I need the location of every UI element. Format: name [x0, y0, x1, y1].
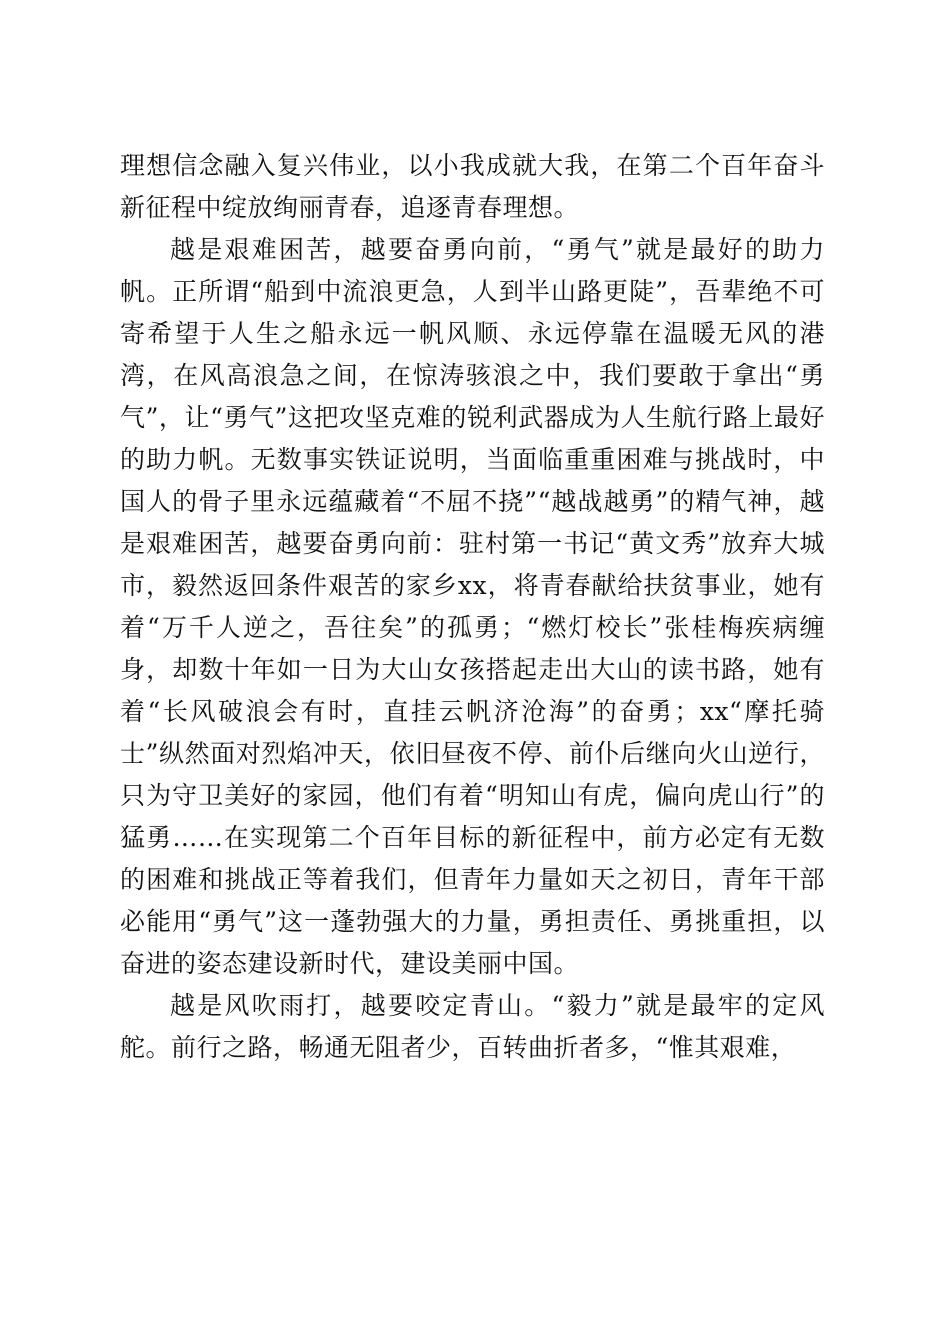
document-page: [120, 145, 825, 1069]
paragraph-perseverance: 越是风吹雨打，越要咬定青山。“毅力”就是最牢的定风舵。前行之路，畅通无阻者少，百转曲折者多，“惟其艰难，: [120, 991, 825, 1062]
paragraph-courage: 越是艰难困苦，越要奋勇向前，“勇气”就是最好的助力帆。正所谓“船到中流浪更急，人到半山路更陡”，吾辈绝不可寄希望于人生之船永远一帆风顺、永远停靠在温暖无风的港湾，在风高浪急之间，在惊涛骇浪之中，我们要敢于拿出“勇气”，让“勇气”这把攻坚克难的锐利武器成为人生航行路上最好的助力帆。无数事实铁证说明，当面临重重困难与挑战时，中国人的骨子里永远蕴藏着“不屈不挠”“越战越勇”的精气神，越是艰难困苦，越要奋勇向前：驻村第一书记“黄文秀”放弃大城市，毅然返回条件艰苦的家乡xx，将青春献给扶贫事业，她有着“万千人逆之，吾往矣”的孤勇；“燃灯校长”张桂梅疾病缠身，却数十年如一日为大山女孩搭起走出大山的读书路，她有着“长风破浪会有时，直挂云帆济沧海”的奋勇；xx“摩托骑士”纵然面对烈焰冲天，依旧昼夜不停、前仆后继向火山逆行，只为守卫美好的家园，他们有着“明知山有虎，偏向虎山行”的猛勇……在实现第二个百年目标的新征程中，前方必定有无数的困难和挑战正等着我们，但青年力量如天之初日，青年干部必能用“勇气”这一蓬勃强大的力量，勇担责任、勇挑重担，以奋进的姿态建设新时代，建设美丽中国。: [120, 235, 825, 978]
paragraph-continuation: 理想信念融入复兴伟业，以小我成就大我，在第二个百年奋斗新征程中绽放绚丽青春，追逐青春理想。: [120, 151, 825, 222]
